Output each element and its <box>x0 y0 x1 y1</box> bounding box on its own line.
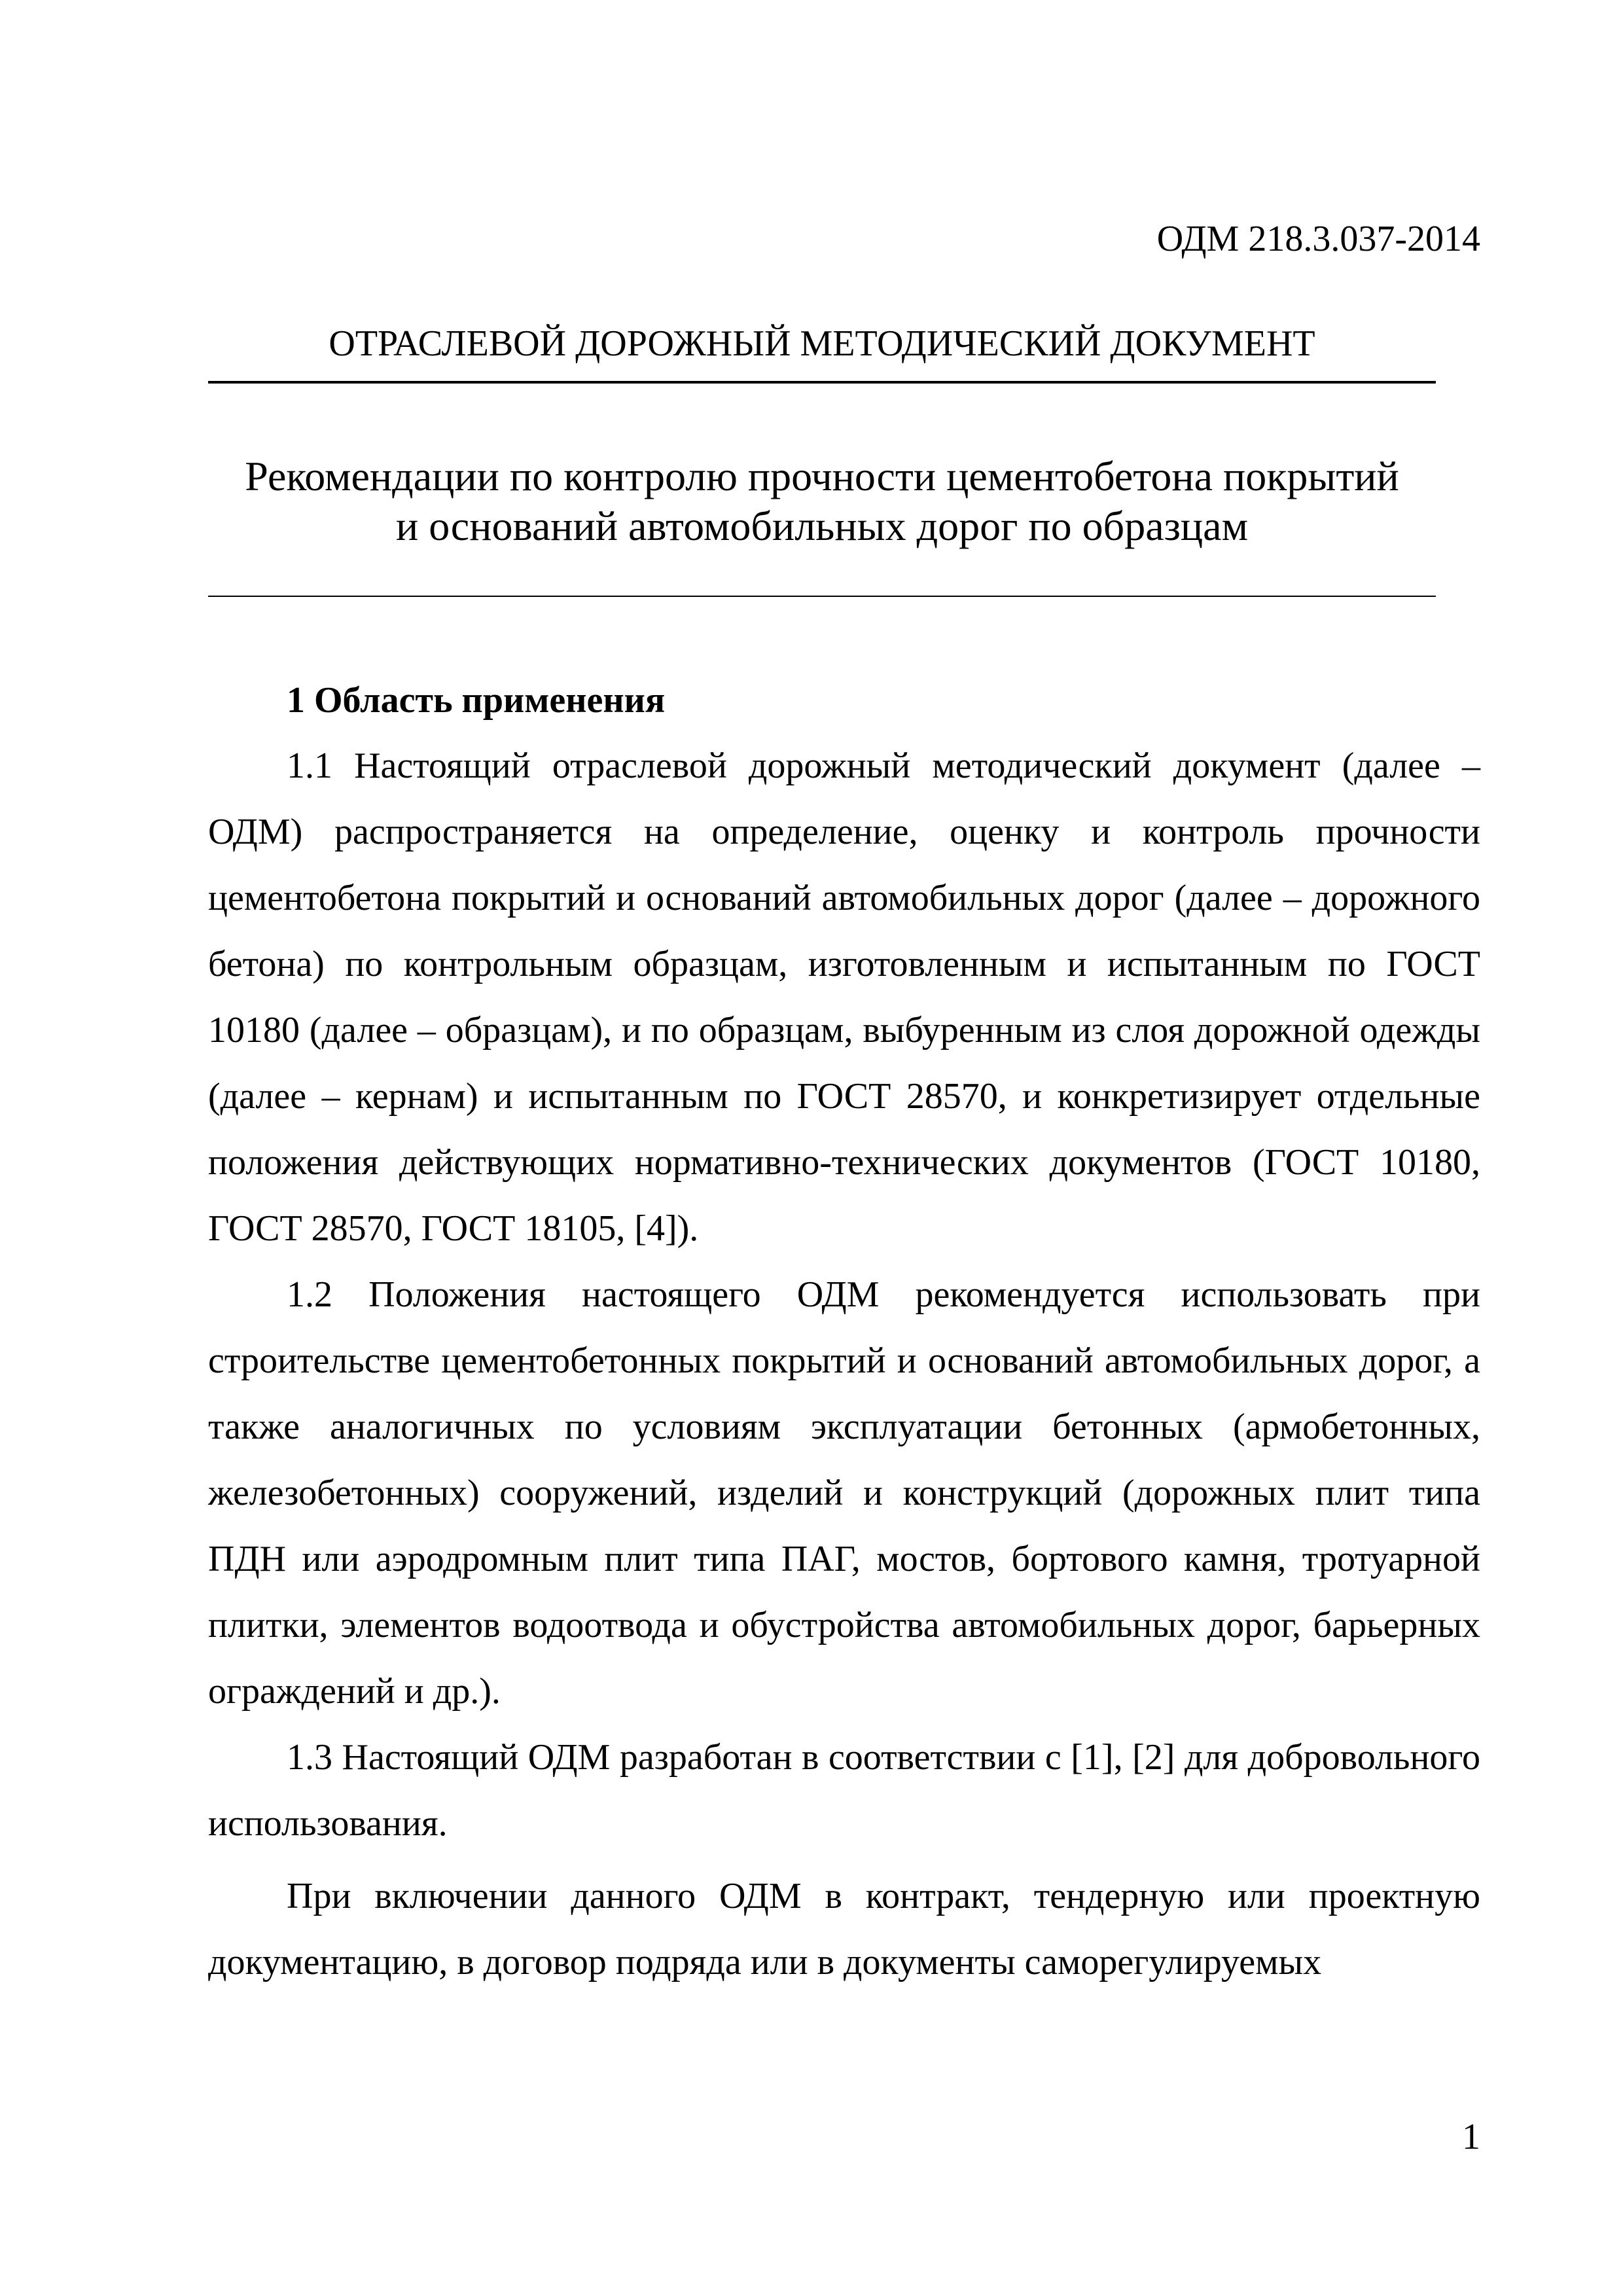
document-type-heading: ОТРАСЛЕВОЙ ДОРОЖНЫЙ МЕТОДИЧЕСКИЙ ДОКУМЕНТ <box>329 323 1315 364</box>
paragraph-1-2: 1.2 Положения настоящего ОДМ рекомендуется использовать при строительстве цементобетонных покрытий и оснований автомобильных дорог, а также аналогичных по условиям эксплуатации бетонных (армобетонных, железобетонных) сооружений, изделий и конструкций (дорожных плит типа ПДН или аэродромным плит типа ПАГ, мостов, бортового камня, тротуарной плитки, элементов водоотвода и обустройства автомобильных дорог, барьерных ограждений и др.). <box>208 1274 1480 1712</box>
document-title-line-1: Рекомендации по контролю прочности цементобетона покрытий <box>245 453 1399 499</box>
page-number: 1 <box>1462 2117 1480 2157</box>
section-heading: 1 Область применения <box>287 680 666 721</box>
paragraph-1-3: 1.3 Настоящий ОДМ разработан в соответствии с [1], [2] для добровольного использования. <box>208 1737 1480 1844</box>
header-divider-thick <box>208 381 1436 384</box>
document-code: ОДМ 218.3.037-2014 <box>1156 219 1480 259</box>
document-body <box>208 668 1480 1996</box>
paragraph-contract-usage: При включении данного ОДМ в контракт, тендерную или проектную документацию, в договор подряда или в документы саморегулируемых <box>208 1876 1480 1982</box>
document-title <box>208 452 1436 551</box>
title-divider-thin <box>208 596 1436 597</box>
paragraph-1-1: 1.1 Настоящий отраслевой дорожный методический документ (далее – ОДМ) распространяется на определение, оценку и контроль прочности цементобетона покрытий и оснований автомобильных дорог (далее – дорожного бетона) по контрольным образцам, изготовленным и испытанным по ГОСТ 10180 (далее – образцам), и по образцам, выбуренным из слоя дорожной одежды (далее – кернам) и испытанным по ГОСТ 28570, и конкретизирует отдельные положения действующих нормативно-технических документов (ГОСТ 10180, ГОСТ 28570, ГОСТ 18105, [4]). <box>208 745 1480 1249</box>
document-title-line-2: и оснований автомобильных дорог по образцам <box>395 503 1249 549</box>
